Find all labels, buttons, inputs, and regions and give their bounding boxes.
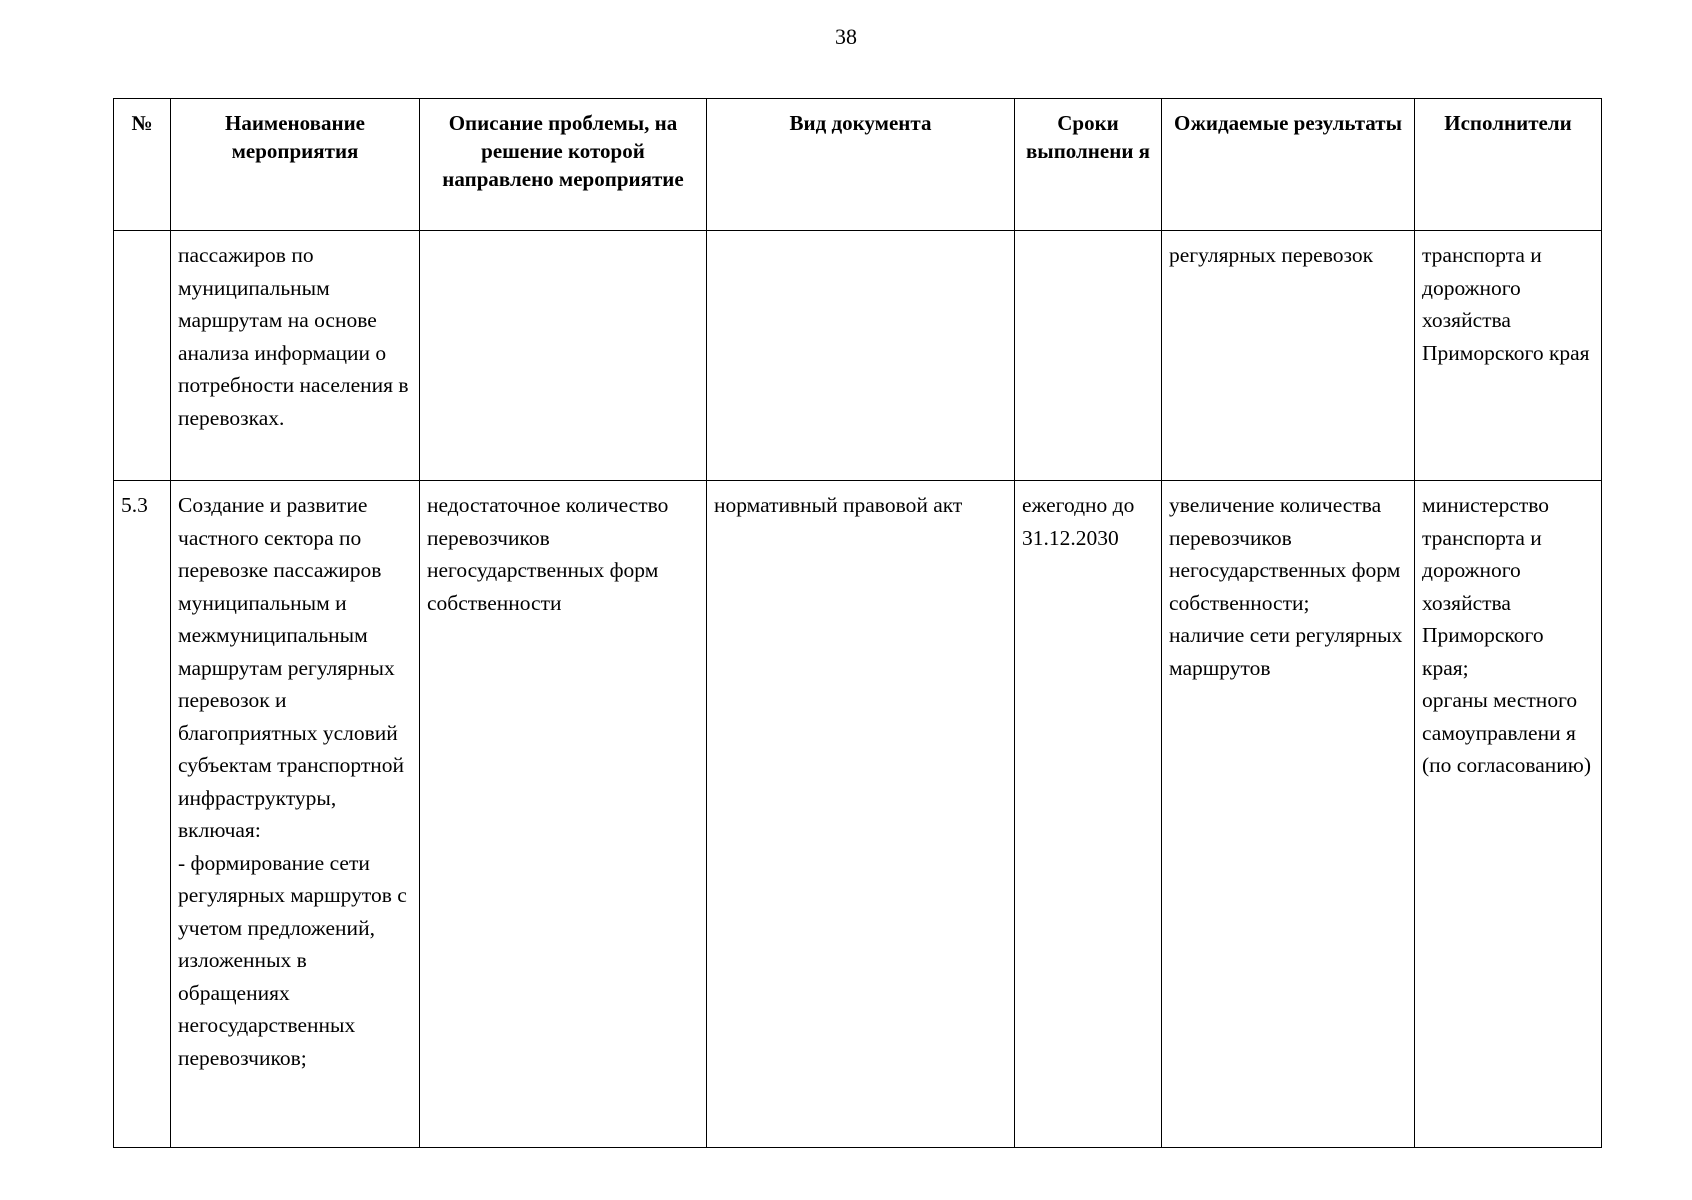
cell-problem-description <box>420 231 707 481</box>
header-executors: Исполнители <box>1415 99 1602 231</box>
cell-deadline: ежегодно до 31.12.2030 <box>1015 481 1162 1148</box>
header-problem-description: Описание проблемы, на решение которой направлено мероприятие <box>420 99 707 231</box>
table-row <box>114 231 1602 481</box>
page-number: 38 <box>835 24 857 49</box>
header-document-type: Вид документа <box>707 99 1015 231</box>
measures-table <box>113 98 1602 1148</box>
header-measure-name: Наименование мероприятия <box>171 99 420 231</box>
cell-problem-description: недостаточное количество перевозчиков негосударственных форм собственности <box>420 481 707 1148</box>
table-header-row <box>114 99 1602 231</box>
cell-expected-results: увеличение количества перевозчиков негосударственных форм собственности; наличие сети регулярных маршрутов <box>1162 481 1415 1148</box>
cell-document-type: нормативный правовой акт <box>707 481 1015 1148</box>
cell-document-type <box>707 231 1015 481</box>
cell-executors: транспорта и дорожного хозяйства Приморского края <box>1415 231 1602 481</box>
cell-number: 5.3 <box>114 481 171 1148</box>
header-expected-results: Ожидаемые результаты <box>1162 99 1415 231</box>
cell-expected-results: регулярных перевозок <box>1162 231 1415 481</box>
cell-deadline <box>1015 231 1162 481</box>
cell-executors: министерство транспорта и дорожного хозяйства Приморского края; органы местного самоуправлени я (по согласованию) <box>1415 481 1602 1148</box>
cell-number <box>114 231 171 481</box>
header-deadline: Сроки выполнени я <box>1015 99 1162 231</box>
header-number: № <box>114 99 171 231</box>
cell-measure-name: Создание и развитие частного сектора по перевозке пассажиров муниципальным и межмуниципальным маршрутам регулярных перевозок и благоприятных условий субъектам транспортной инфраструктуры, включая: - формирование сети регулярных маршрутов с учетом предложений, изложенных в обращениях негосударственных перевозчиков; <box>171 481 420 1148</box>
table-row <box>114 481 1602 1148</box>
cell-measure-name: пассажиров по муниципальным маршрутам на основе анализа информации о потребности населения в перевозках. <box>171 231 420 481</box>
